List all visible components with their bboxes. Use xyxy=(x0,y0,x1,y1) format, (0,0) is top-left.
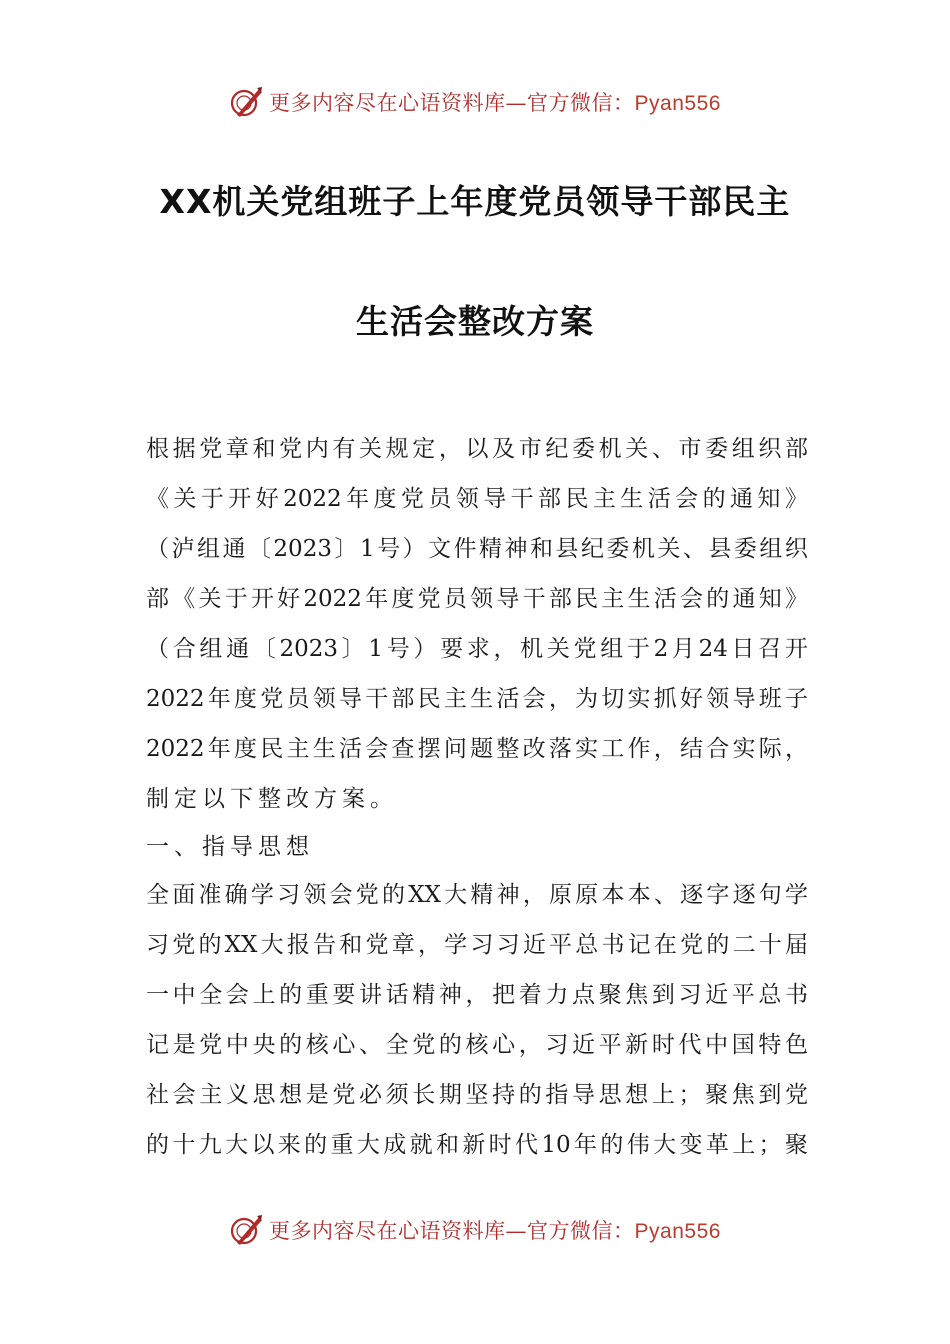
paragraph-line: 的 十 九 大 以 来 的 重 大 成 就 和 新 时 代 10 年 的 伟 大 变 革 上 ； 聚 xyxy=(146,1132,808,1158)
paragraph-line: 全 面 准 确 学 习 领 会 党 的 XX 大 精 神 ， 原 原 本 本 、 逐 字 逐 句 学 xyxy=(146,882,808,908)
banner-text: 更多内容尽在心语资料库—官方微信：Pyan556 xyxy=(269,91,721,115)
paragraph-line: 《 关 于 开 好 2022 年 度 党 员 领 导 干 部 民 主 生 活 会 的 通 知 》 xyxy=(146,486,808,512)
paragraph-line: 部 《 关 于 开 好 2022 年 度 党 员 领 导 干 部 民 主 生 活 会 的 通 知 》 xyxy=(146,586,808,612)
section-heading-text: 一、指导思想 xyxy=(146,834,314,860)
header-banner xyxy=(0,80,950,124)
pen-circle-logo-icon xyxy=(229,85,263,119)
paragraph-line: 一 中 全 会 上 的 重 要 讲 话 精 神 ， 把 着 力 点 聚 焦 到 习 近 平 总 书 xyxy=(146,982,808,1008)
paragraph-2 xyxy=(146,870,808,1170)
paragraph-line: 社 会 主 义 思 想 是 党 必 须 长 期 坚 持 的 指 导 思 想 上 ； 聚 焦 到 党 xyxy=(146,1082,808,1108)
banner-text: 更多内容尽在心语资料库—官方微信：Pyan556 xyxy=(269,1219,721,1243)
footer-banner xyxy=(0,1208,950,1252)
paragraph-line: 习 党 的 XX 大 报 告 和 党 章 ， 学 习 习 近 平 总 书 记 在 党 的 二 十 届 xyxy=(146,932,808,958)
banner-wechat-id: Pyan556 xyxy=(634,1220,721,1243)
paragraph-line: （ 泸 组 通 〔 2023 〕 1 号 ） 文 件 精 神 和 县 纪 委 机 关 、 县 委 组 织 xyxy=(146,536,808,562)
paragraph-line: 2022 年 度 党 员 领 导 干 部 民 主 生 活 会 ， 为 切 实 抓 好 领 导 班 子 xyxy=(146,686,808,712)
pen-circle-logo-icon xyxy=(229,1213,263,1247)
paragraph-line: 2022 年 度 民 主 生 活 会 查 摆 问 题 整 改 落 实 工 作 ， 结 合 实 际 ， xyxy=(146,736,808,762)
paragraph-line: 记 是 党 中 央 的 核 心 、 全 党 的 核 心 ， 习 近 平 新 时 代 中 国 特 色 xyxy=(146,1032,808,1058)
paragraph-line: 制定以下整改方案。 xyxy=(146,786,398,812)
banner-wechat-id: Pyan556 xyxy=(634,92,721,115)
document-title-line-1: XX机关党组班子上年度党员领导干部民主 xyxy=(159,182,791,221)
paragraph-line: （ 合 组 通 〔 2023 〕 1 号 ） 要 求 ， 机 关 党 组 于 2 月 24 日 召 开 xyxy=(146,636,808,662)
document-title-line-2: 生活会整改方案 xyxy=(356,302,594,341)
paragraph-1 xyxy=(146,424,808,824)
paragraph-line: 根 据 党 章 和 党 内 有 关 规 定 ， 以 及 市 纪 委 机 关 、 市 委 组 织 部 xyxy=(146,436,808,462)
section-heading xyxy=(146,822,808,872)
